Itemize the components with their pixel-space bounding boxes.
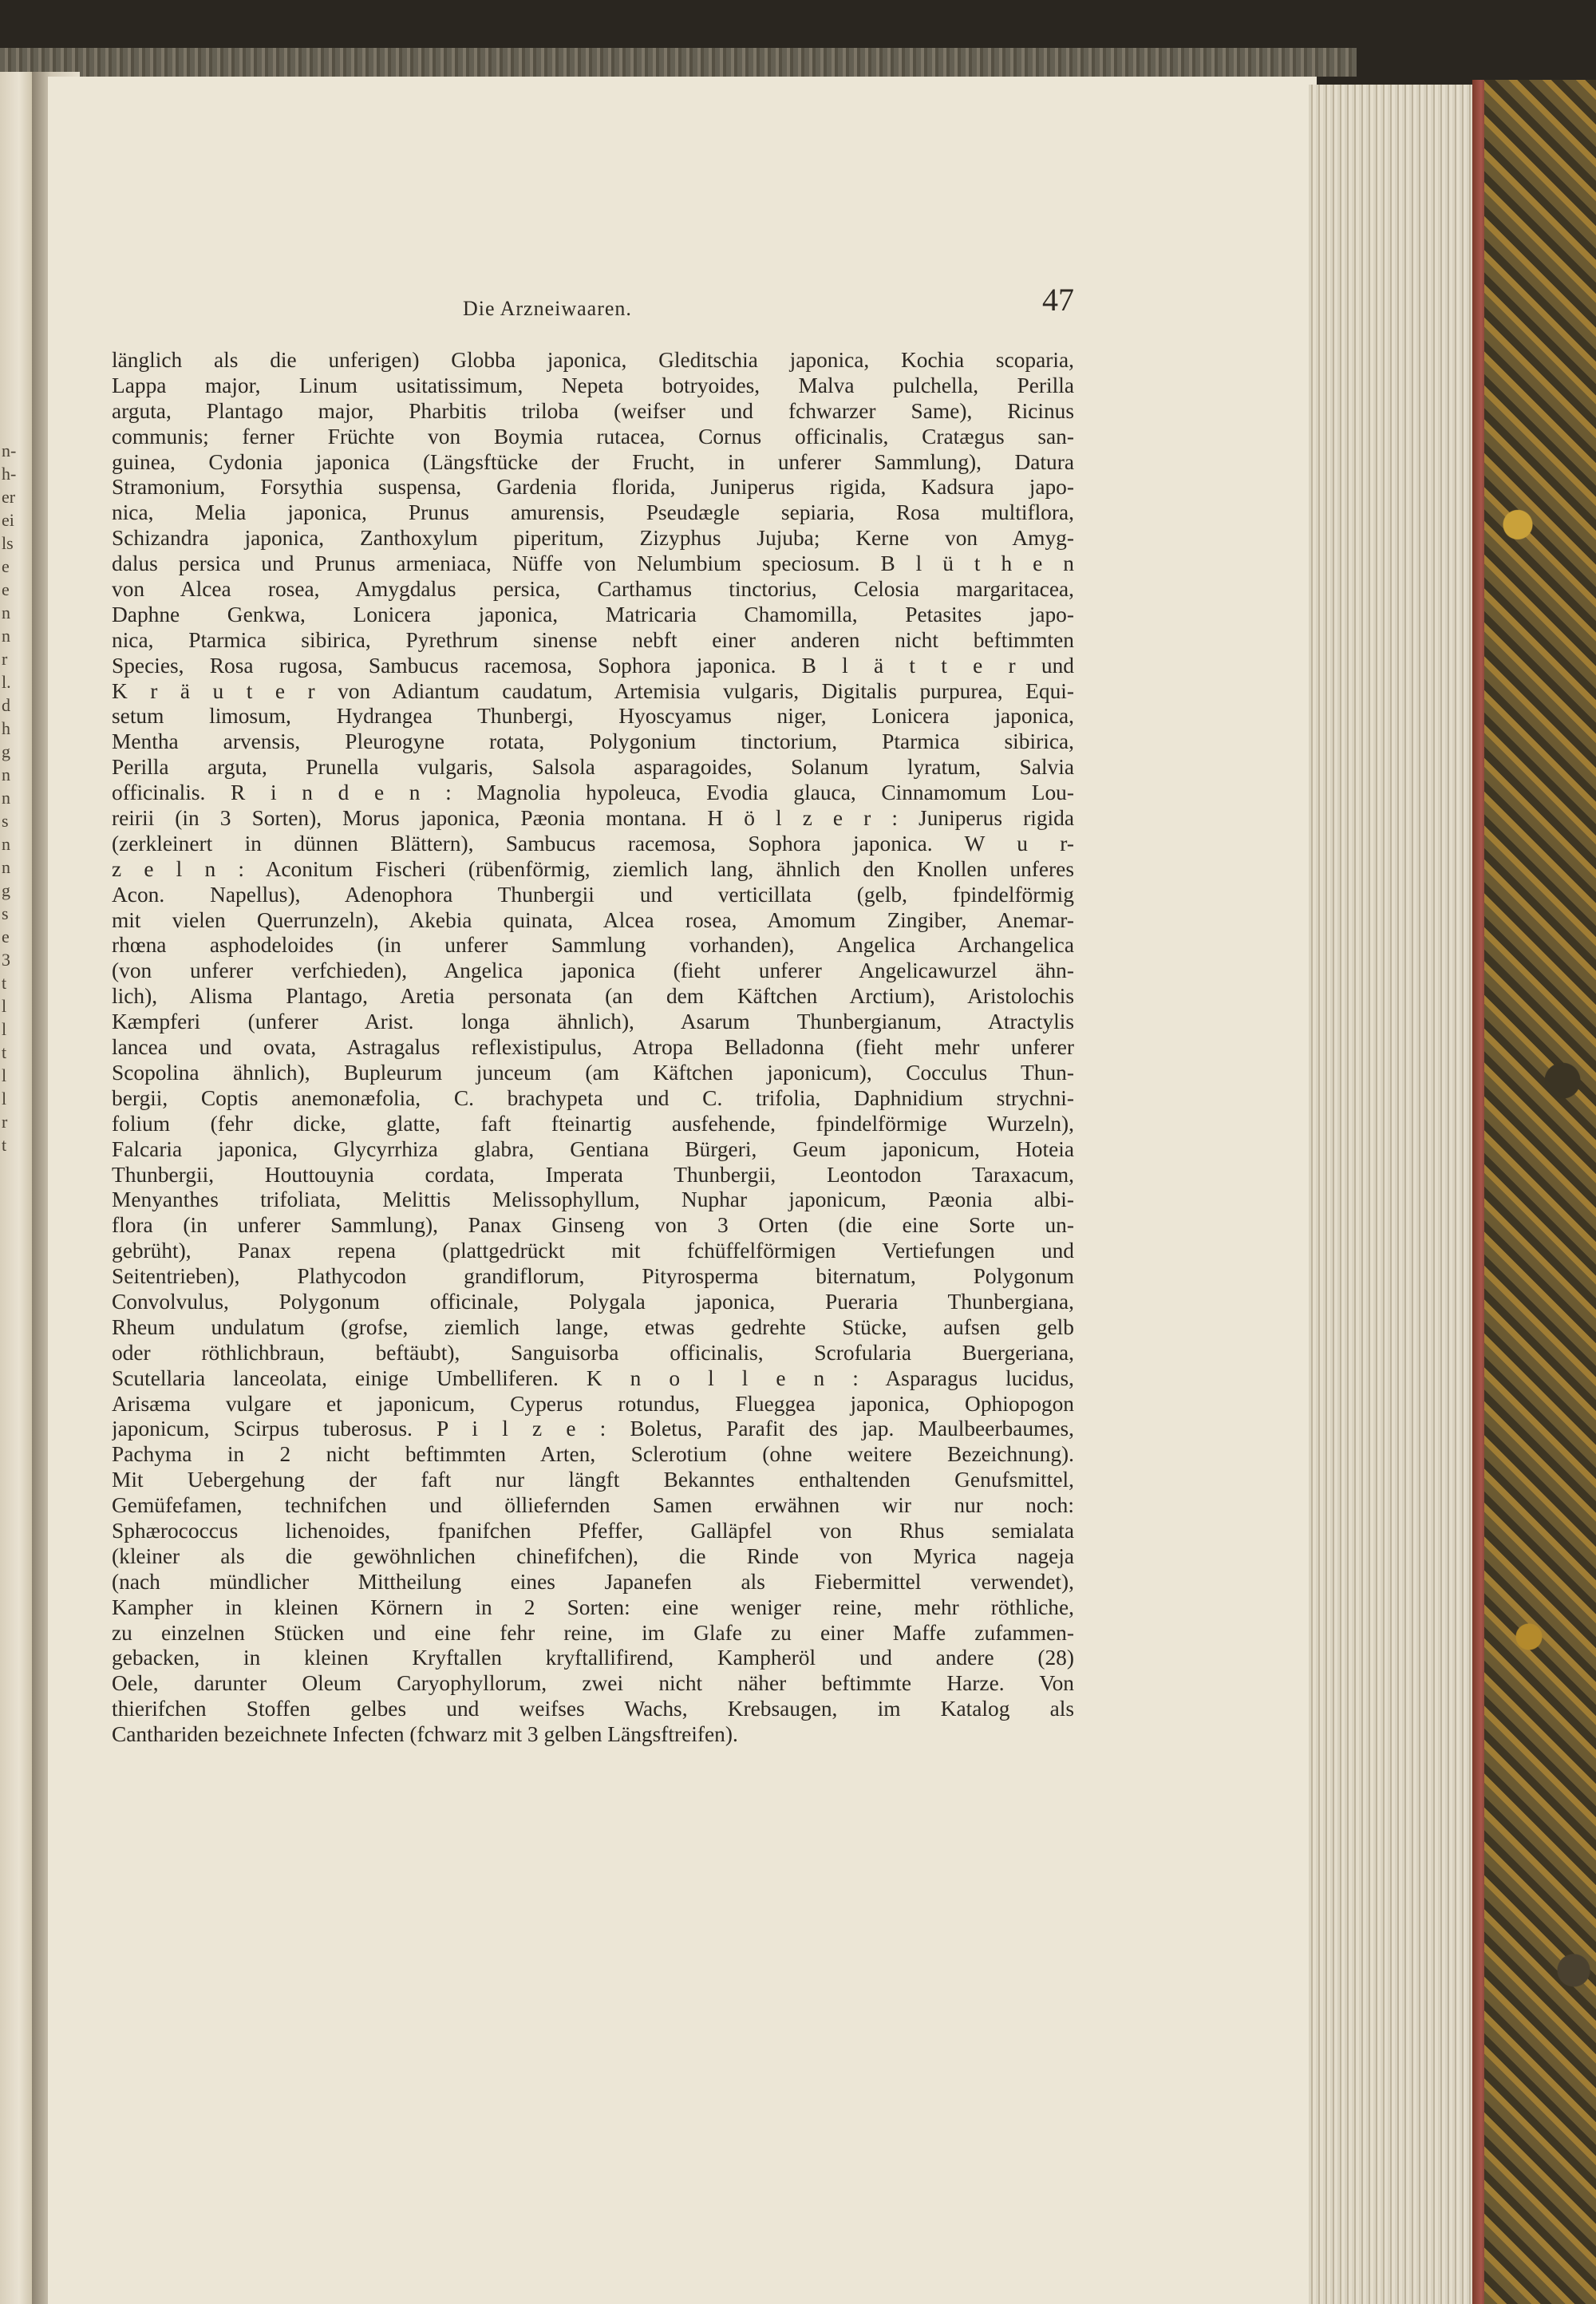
left-fragment: h- <box>2 464 17 484</box>
text-line: (kleiner als die gewöhnlichen chinefifchen), die Rinde von Myrica nageja <box>112 1543 1074 1568</box>
left-fragment: e <box>2 927 10 946</box>
text-line: dalus persica und Prunus armeniaca, Nüffe von Nelumbium speciosum. B l ü t h e n <box>112 551 1074 576</box>
text-line: oder röthlichbraun, beftäubt), Sanguisorba officinalis, Scrofularia Buergeriana, <box>112 1340 1074 1365</box>
text-line: Lappa major, Linum usitatissimum, Nepeta botryoides, Malva pulchella, Perilla <box>112 373 1074 397</box>
running-head: Die Arzneiwaaren. <box>463 297 632 320</box>
book-top-edge <box>0 48 1357 77</box>
page-number: 47 <box>1042 282 1074 318</box>
text-line: nica, Ptarmica sibirica, Pyrethrum sinense nebft einer anderen nicht beftimmten <box>112 627 1074 652</box>
text-line: Sphærococcus lichenoides, fpanifchen Pfeffer, Galläpfel von Rhus semialata <box>112 1518 1074 1543</box>
left-fragment: g <box>2 880 10 900</box>
text-line: Thunbergii, Houttouynia cordata, Imperata Thunbergii, Leontodon Taraxacum, <box>112 1162 1074 1187</box>
text-line: zu einzelnen Stücken und eine fehr reine, im Glafe zu einer Maffe zufammen- <box>112 1620 1074 1645</box>
text-line: reirii (in 3 Sorten), Morus japonica, Pæonia montana. H ö l z e r : Juniperus rigida <box>112 806 1074 831</box>
text-line: Menyanthes trifoliata, Melittis Melissophyllum, Nuphar japonicum, Pæonia albi- <box>112 1188 1074 1212</box>
left-fragment: r <box>2 649 8 669</box>
text-line: gebrüht), Panax repena (plattgedrückt mit fchüffelförmigen Vertiefungen und <box>112 1239 1074 1263</box>
text-line: Mentha arvensis, Pleurogyne rotata, Polygonium tinctorium, Ptarmica sibirica, <box>112 729 1074 754</box>
text-line: länglich als die unferigen) Globba japonica, Gleditschia japonica, Kochia scoparia, <box>112 348 1074 372</box>
text-line: Arisæma vulgare et japonicum, Cyperus rotundus, Flueggea japonica, Ophiopogon <box>112 1391 1074 1416</box>
text-line: mit vielen Querrunzeln), Akebia quinata, Alcea rosea, Amomum Zingiber, Anemar- <box>112 907 1074 932</box>
left-fragment: t <box>2 1135 7 1155</box>
left-fragment: n <box>2 603 10 622</box>
text-line: japonicum, Scirpus tuberosus. P i l z e : Boletus, Parafit des jap. Maulbeerbaumes, <box>112 1417 1074 1441</box>
text-line: Falcaria japonica, Glycyrrhiza glabra, Gentiana Bürgeri, Geum japonicum, Hoteia <box>112 1136 1074 1161</box>
left-fragment: n <box>2 765 10 784</box>
left-fragment: l. <box>2 672 11 692</box>
left-fragment: h <box>2 718 10 738</box>
text-line: Perilla arguta, Prunella vulgaris, Salsola asparagoides, Solanum lyratum, Salvia <box>112 755 1074 780</box>
left-fragment: r <box>2 1112 8 1132</box>
left-fragment: l <box>2 1065 7 1085</box>
left-fragment: l <box>2 1019 7 1039</box>
text-line: flora (in unferer Sammlung), Panax Ginseng von 3 Orten (die eine Sorte un- <box>112 1213 1074 1238</box>
left-fragment: s <box>2 903 9 923</box>
text-line: Kæmpferi (unferer Arist. longa ähnlich), Asarum Thunbergianum, Atractylis <box>112 1010 1074 1034</box>
text-line: lancea und ovata, Astragalus reflexistipulus, Atropa Belladonna (fieht mehr unferer <box>112 1035 1074 1060</box>
text-line: Daphne Genkwa, Lonicera japonica, Matricaria Chamomilla, Petasites japo- <box>112 602 1074 626</box>
text-line: Rheum undulatum (grofse, ziemlich lange, etwas gedrehte Stücke, aufsen gelb <box>112 1314 1074 1339</box>
left-fragment: d <box>2 695 10 715</box>
text-line: folium (fehr dicke, glatte, faft fteinartig ausfehende, fpindelförmige Wurzeln), <box>112 1111 1074 1136</box>
text-line: Species, Rosa rugosa, Sambucus racemosa, Sophora japonica. B l ä t t e r und <box>112 653 1074 678</box>
page-header <box>112 281 1074 329</box>
text-line: communis; ferner Früchte von Boymia rutacea, Cornus officinalis, Cratægus san- <box>112 424 1074 449</box>
text-line: guinea, Cydonia japonica (Längsftücke der Frucht, in unferer Sammlung), Datura <box>112 449 1074 474</box>
text-line: arguta, Plantago major, Pharbitis triloba (weifser und fchwarzer Same), Ricinus <box>112 398 1074 423</box>
text-line: Canthariden bezeichnete Infecten (fchwarz mit 3 gelben Längsftreifen). <box>112 1722 738 1747</box>
left-fragment: s <box>2 811 9 831</box>
text-line: z e l n : Aconitum Fischeri (rübenförmig, ziemlich lang, ähnlich den Knollen unferes <box>112 856 1074 881</box>
left-fragment: n <box>2 626 10 646</box>
text-line: thierifchen Stoffen gelbes und weifses Wachs, Krebsaugen, im Katalog als <box>112 1697 1074 1721</box>
left-fragment: er <box>2 487 16 507</box>
left-fragment: n- <box>2 441 17 460</box>
left-fragment: 3 <box>2 950 10 970</box>
left-fragment: n <box>2 857 10 877</box>
text-line: nica, Melia japonica, Prunus amurensis, Pseudægle sepiaria, Rosa multiflora, <box>112 500 1074 525</box>
text-line: Pachyma in 2 nicht beftimmten Arten, Sclerotium (ohne weitere Bezeichnung). <box>112 1442 1074 1467</box>
text-line: gebacken, in kleinen Kryftallen kryftallifirend, Kampheröl und andere (28) <box>112 1646 1074 1670</box>
left-fragment: e <box>2 556 10 576</box>
text-line: Acon. Napellus), Adenophora Thunbergii und verticillata (gelb, fpindelförmig <box>112 882 1074 907</box>
left-fragment: t <box>2 1042 7 1062</box>
left-page-text-fragments <box>2 439 19 1156</box>
text-line: Gemüfefamen, technifchen und ölliefernden Samen erwähnen wir nur noch: <box>112 1493 1074 1518</box>
text-line: Seitentrieben), Plathycodon grandiflorum, Pityrosperma biternatum, Polygonum <box>112 1264 1074 1289</box>
text-line: K r ä u t e r von Adiantum caudatum, Artemisia vulgaris, Digitalis purpurea, Equi- <box>112 678 1074 703</box>
text-line: bergii, Coptis anemonæfolia, C. brachypeta und C. trifolia, Daphnidium strychni- <box>112 1085 1074 1110</box>
text-line: lich), Alisma Plantago, Aretia personata (an dem Käftchen Arctium), Aristolochis <box>112 984 1074 1009</box>
text-line: Stramonium, Forsythia suspensa, Gardenia florida, Juniperus rigida, Kadsura japo- <box>112 475 1074 500</box>
left-page-edge <box>0 72 32 2304</box>
left-fragment: ei <box>2 510 14 530</box>
text-line: (zerkleinert in dünnen Blättern), Sambucus racemosa, Sophora japonica. W u r- <box>112 831 1074 856</box>
text-line: Kampher in kleinen Körnern in 2 Sorten: eine weniger reine, mehr röthliche, <box>112 1595 1074 1619</box>
text-line: von Alcea rosea, Amygdalus persica, Carthamus tinctorius, Celosia margaritacea, <box>112 577 1074 602</box>
left-fragment: t <box>2 973 7 993</box>
left-fragment: l <box>2 1089 7 1109</box>
page-stack-edge <box>1309 85 1492 2304</box>
text-line: Scopolina ähnlich), Bupleurum junceum (am Käftchen japonicum), Cocculus Thun- <box>112 1060 1074 1085</box>
left-fragment: ls <box>2 533 14 553</box>
text-line: setum limosum, Hydrangea Thunbergi, Hyoscyamus niger, Lonicera japonica, <box>112 704 1074 729</box>
left-fragment: e <box>2 579 10 599</box>
text-line: Scutellaria lanceolata, einige Umbelliferen. K n o l l e n : Asparagus lucidus, <box>112 1365 1074 1390</box>
text-line: Convolvulus, Polygonum officinale, Polygala japonica, Pueraria Thunbergiana, <box>112 1289 1074 1314</box>
left-fragment: l <box>2 996 7 1016</box>
text-line: officinalis. R i n d e n : Magnolia hypoleuca, Evodia glauca, Cinnamomum Lou- <box>112 781 1074 805</box>
left-fragment: g <box>2 741 10 761</box>
text-line: Schizandra japonica, Zanthoxylum piperitum, Zizyphus Jujuba; Kerne von Amyg- <box>112 526 1074 551</box>
left-fragment: n <box>2 788 10 808</box>
text-line: Mit Uebergehung der faft nur längft Bekanntes enthaltenden Genufsmittel, <box>112 1468 1074 1492</box>
text-line: (nach mündlicher Mittheilung eines Japanefen als Fiebermittel verwendet), <box>112 1569 1074 1594</box>
text-line: rhœna asphodeloides (in unferer Sammlung vorhanden), Angelica Archangelica <box>112 933 1074 958</box>
left-fragment: n <box>2 834 10 854</box>
text-line: Oele, darunter Oleum Caryophyllorum, zwei nicht näher beftimmte Harze. Von <box>112 1671 1074 1696</box>
marbled-cover <box>1484 80 1596 2304</box>
text-line: (von unferer verfchieden), Angelica japonica (fieht unferer Angelicawurzel ähn- <box>112 958 1074 983</box>
body-text <box>112 348 1074 1748</box>
